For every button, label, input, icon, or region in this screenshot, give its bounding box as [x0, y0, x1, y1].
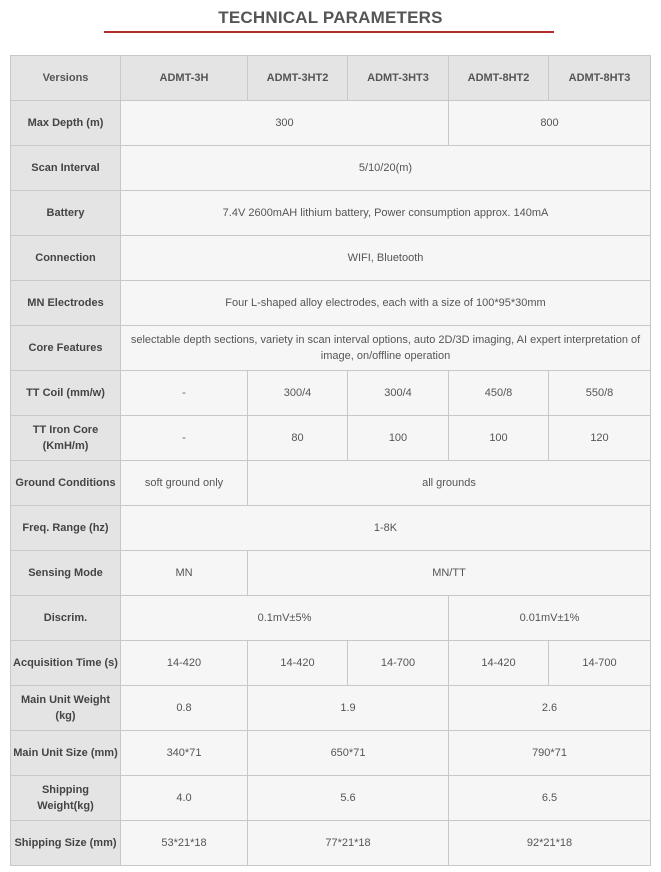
- table-row: [11, 146, 651, 191]
- table-cell: 14-420: [121, 641, 248, 686]
- header-admt-8ht2: ADMT-8HT2: [449, 56, 549, 101]
- table-cell: 100: [449, 416, 549, 461]
- row-label: Connection: [11, 236, 121, 281]
- table-cell: 2.6: [449, 686, 651, 731]
- table-row: [11, 506, 651, 551]
- row-label: Core Features: [11, 326, 121, 371]
- table-cell: 5.6: [248, 776, 449, 821]
- table-row: [11, 731, 651, 776]
- table-cell: 650*71: [248, 731, 449, 776]
- table-cell: 14-700: [348, 641, 449, 686]
- table-cell: 550/8: [549, 371, 651, 416]
- table-cell: 300/4: [348, 371, 449, 416]
- table-cell: -: [121, 416, 248, 461]
- row-label: TT Coil (mm/w): [11, 371, 121, 416]
- table-row: [11, 821, 651, 866]
- table-cell: 340*71: [121, 731, 248, 776]
- table-cell: 0.01mV±1%: [449, 596, 651, 641]
- row-label: TT Iron Core (KmH/m): [11, 416, 121, 461]
- row-label: Main Unit Weight (kg): [11, 686, 121, 731]
- row-label: Discrim.: [11, 596, 121, 641]
- header-admt-3ht2: ADMT-3HT2: [248, 56, 348, 101]
- table-row: [11, 191, 651, 236]
- row-label: Sensing Mode: [11, 551, 121, 596]
- row-label: Freq. Range (hz): [11, 506, 121, 551]
- table-cell: 5/10/20(m): [121, 146, 651, 191]
- page-title: TECHNICAL PARAMETERS: [218, 8, 443, 27]
- table-row: [11, 551, 651, 596]
- table-cell: soft ground only: [121, 461, 248, 506]
- row-label: MN Electrodes: [11, 281, 121, 326]
- table-cell: 120: [549, 416, 651, 461]
- header-admt-8ht3: ADMT-8HT3: [549, 56, 651, 101]
- table-cell: 53*21*18: [121, 821, 248, 866]
- row-label: Scan Interval: [11, 146, 121, 191]
- table-cell: WIFI, Bluetooth: [121, 236, 651, 281]
- table-cell: 77*21*18: [248, 821, 449, 866]
- table-cell: 80: [248, 416, 348, 461]
- table-cell: 790*71: [449, 731, 651, 776]
- header-admt-3h: ADMT-3H: [121, 56, 248, 101]
- table-row: [11, 641, 651, 686]
- table-header-row: [11, 56, 651, 101]
- table-row: [11, 776, 651, 821]
- table-cell: 450/8: [449, 371, 549, 416]
- table-row: [11, 686, 651, 731]
- row-label: Battery: [11, 191, 121, 236]
- table-cell: 800: [449, 101, 651, 146]
- table-cell: 300: [121, 101, 449, 146]
- table-cell: 14-420: [449, 641, 549, 686]
- table-cell: 14-700: [549, 641, 651, 686]
- row-label: Ground Conditions: [11, 461, 121, 506]
- table-cell: 92*21*18: [449, 821, 651, 866]
- table-row: [11, 281, 651, 326]
- title-underline: [104, 31, 554, 33]
- header-admt-3ht3: ADMT-3HT3: [348, 56, 449, 101]
- table-cell: 7.4V 2600mAH lithium battery, Power consumption approx. 140mA: [121, 191, 651, 236]
- table-cell: selectable depth sections, variety in scan interval options, auto 2D/3D imaging, AI expert interpretation of image, on/offline operation: [121, 326, 651, 371]
- table-cell: Four L-shaped alloy electrodes, each with a size of 100*95*30mm: [121, 281, 651, 326]
- table-row: [11, 371, 651, 416]
- table-cell: 1.9: [248, 686, 449, 731]
- table-cell: -: [121, 371, 248, 416]
- header-versions: Versions: [11, 56, 121, 101]
- table-row: [11, 596, 651, 641]
- parameters-table: [10, 55, 651, 866]
- table-cell: 0.8: [121, 686, 248, 731]
- table-row: [11, 416, 651, 461]
- table-cell: 1-8K: [121, 506, 651, 551]
- table-row: [11, 101, 651, 146]
- row-label: Shipping Weight(kg): [11, 776, 121, 821]
- table-cell: 0.1mV±5%: [121, 596, 449, 641]
- row-label: Main Unit Size (mm): [11, 731, 121, 776]
- table-cell: 4.0: [121, 776, 248, 821]
- table-row: [11, 236, 651, 281]
- row-label: Max Depth (m): [11, 101, 121, 146]
- row-label: Shipping Size (mm): [11, 821, 121, 866]
- table-cell: MN/TT: [248, 551, 651, 596]
- table-cell: 100: [348, 416, 449, 461]
- table-cell: all grounds: [248, 461, 651, 506]
- table-cell: 6.5: [449, 776, 651, 821]
- row-label: Acquisition Time (s): [11, 641, 121, 686]
- table-cell: 300/4: [248, 371, 348, 416]
- table-row: [11, 326, 651, 371]
- table-row: [11, 461, 651, 506]
- table-cell: 14-420: [248, 641, 348, 686]
- table-cell: MN: [121, 551, 248, 596]
